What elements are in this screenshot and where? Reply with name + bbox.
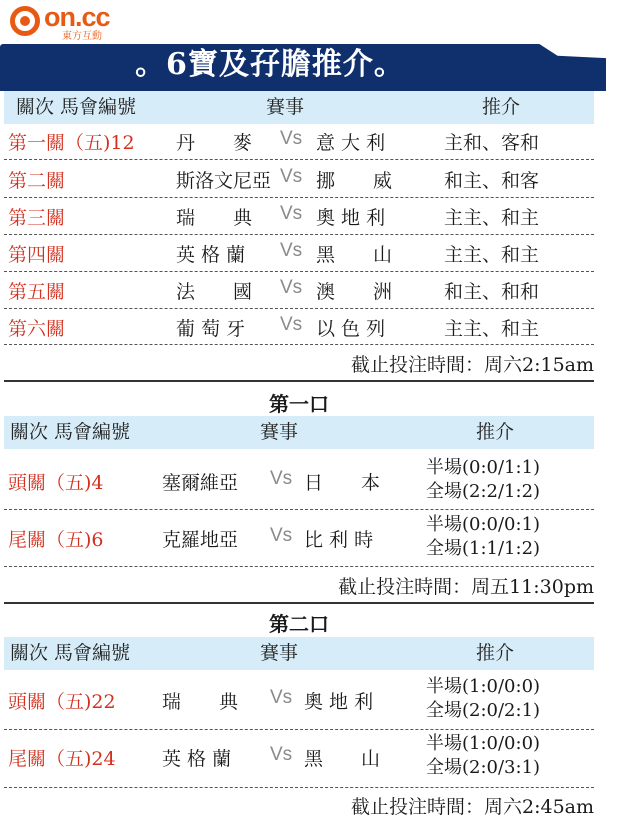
home-team: 法 國: [176, 281, 253, 303]
deadline-text: 截止投注時間：周六2:15am: [350, 354, 594, 376]
away-team: 意 大 利: [316, 132, 386, 154]
vs-label: Vs: [280, 166, 303, 187]
main-table-header: [4, 91, 594, 124]
leg-label: 第四關: [8, 244, 66, 266]
logo-ring-icon: [10, 6, 40, 36]
away-team: 以 色 列: [316, 318, 386, 340]
fulltime-tip: 全場(1:1/1:2): [426, 538, 541, 559]
section-divider: [4, 602, 594, 604]
tip-text: 和主、和和: [444, 281, 540, 303]
vs-label: Vs: [280, 240, 303, 261]
table-row: [4, 454, 594, 506]
leg-label: 尾關（五)24: [8, 748, 116, 770]
home-team: 瑞 典: [162, 691, 239, 713]
vs-label: Vs: [280, 128, 303, 149]
vs-label: Vs: [280, 203, 303, 224]
vs-label: Vs: [280, 277, 303, 298]
away-team: 比 利 時: [304, 529, 374, 551]
halftime-tip: 半場(0:0/1:1): [426, 457, 541, 478]
row-divider: [4, 271, 594, 272]
logo-text: on.cc: [44, 2, 110, 32]
leg-label: 第二關: [8, 170, 66, 192]
double-table-header: [4, 416, 594, 449]
table-row: [4, 511, 594, 563]
row-divider: [4, 308, 594, 309]
home-team: 斯洛文尼亞: [176, 170, 272, 192]
header-leg: 關次 馬會編號: [10, 642, 131, 664]
header-tip: 推介: [476, 421, 515, 443]
row-divider: [4, 729, 594, 730]
fulltime-tip: 全場(2:2/1:2): [426, 481, 541, 502]
deadline-text: 截止投注時間：周六2:45am: [350, 796, 594, 818]
home-team: 丹 麥: [176, 132, 253, 154]
home-team: 瑞 典: [176, 207, 253, 229]
table-row: [4, 674, 594, 726]
away-team: 黑 山: [316, 244, 393, 266]
halftime-tip: 半場(0:0/0:1): [426, 514, 541, 535]
vs-label: Vs: [270, 468, 293, 489]
leg-label: 尾關（五)6: [8, 529, 104, 551]
away-team: 奧 地 利: [304, 691, 374, 713]
away-team: 奧 地 利: [316, 207, 386, 229]
home-team: 英 格 蘭: [162, 748, 232, 770]
section-title: 第二口: [269, 612, 329, 636]
table-row: [4, 731, 594, 783]
section-title: 第一口: [269, 392, 329, 416]
deadline-text: 截止投注時間：周五11:30pm: [338, 576, 594, 598]
vs-label: Vs: [270, 744, 293, 765]
tip-text: 主主、和主: [444, 318, 540, 340]
leg-label: 第一關（五)12: [8, 132, 135, 154]
header-match: 賽事: [260, 642, 299, 664]
leg-label: 頭關（五)22: [8, 691, 116, 713]
header-tip: 推介: [476, 642, 515, 664]
vs-label: Vs: [280, 314, 303, 335]
tip-text: 主主、和主: [444, 207, 540, 229]
logo-subtitle: 東方互動: [62, 31, 102, 42]
header-tip: 推介: [482, 96, 521, 118]
section-divider: [4, 380, 594, 382]
away-team: 挪 威: [316, 170, 393, 192]
leg-label: 頭關（五)4: [8, 472, 104, 494]
header-leg: 關次 馬會編號: [16, 96, 137, 118]
home-team: 英 格 蘭: [176, 244, 246, 266]
vs-label: Vs: [270, 525, 293, 546]
away-team: 澳 洲: [316, 281, 393, 303]
tip-text: 主主、和主: [444, 244, 540, 266]
fulltime-tip: 全場(2:0/3:1): [426, 757, 541, 778]
row-divider: [4, 197, 594, 198]
tip-text: 主和、客和: [444, 132, 540, 154]
header-match: 賽事: [266, 96, 305, 118]
row-divider: [4, 787, 594, 788]
home-team: 克羅地亞: [162, 529, 239, 551]
fulltime-tip: 全場(2:0/2:1): [426, 700, 541, 721]
header-leg: 關次 馬會編號: [10, 421, 131, 443]
header-match: 賽事: [260, 421, 299, 443]
row-divider: [4, 566, 594, 567]
leg-label: 第三關: [8, 207, 66, 229]
page-title: 。6寶及孖膽推介。: [135, 47, 405, 82]
vs-label: Vs: [270, 687, 293, 708]
row-divider: [4, 159, 594, 160]
row-divider: [4, 344, 594, 345]
tip-text: 和主、和客: [444, 170, 540, 192]
halftime-tip: 半場(1:0/0:0): [426, 733, 541, 754]
home-team: 塞爾維亞: [162, 472, 239, 494]
leg-label: 第六關: [8, 318, 66, 340]
away-team: 日 本: [304, 472, 381, 494]
row-divider: [4, 234, 594, 235]
leg-label: 第五關: [8, 281, 66, 303]
home-team: 葡 萄 牙: [176, 318, 246, 340]
row-divider: [4, 509, 594, 510]
away-team: 黑 山: [304, 748, 381, 770]
halftime-tip: 半場(1:0/0:0): [426, 676, 541, 697]
double-table-header: [4, 637, 594, 670]
